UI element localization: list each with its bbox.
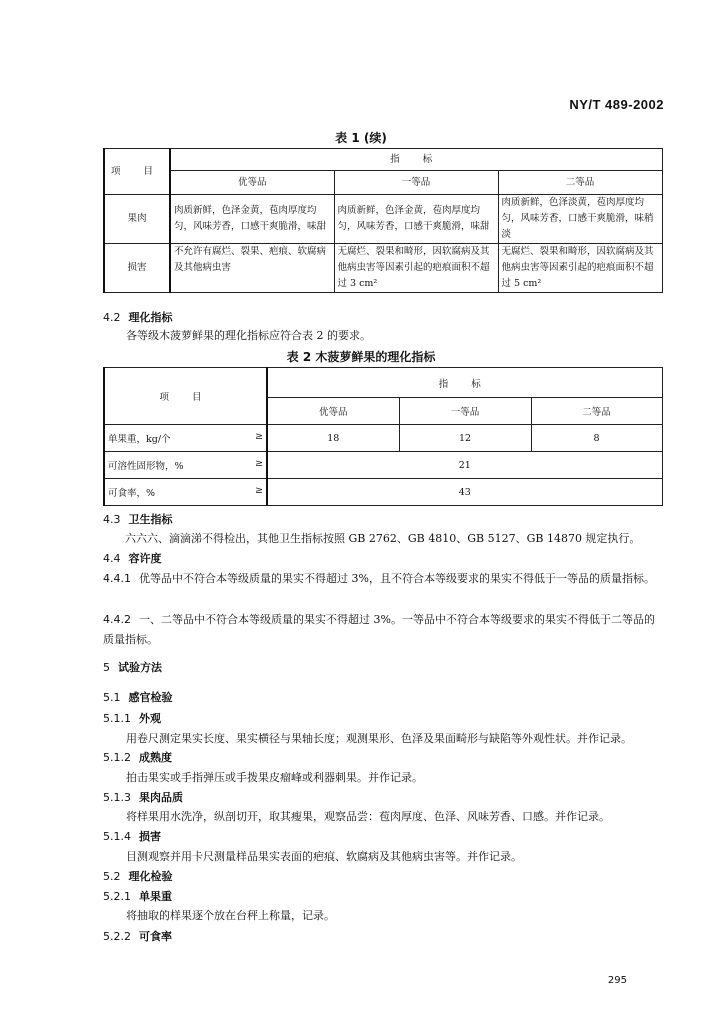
table1-caption: 表 1 (续) xyxy=(335,131,387,145)
table-row xyxy=(104,195,662,244)
table1-grade-header: 一等品 xyxy=(334,171,498,195)
standard-number: NY/T 489-2002 xyxy=(569,97,664,112)
section-heading: 5.2.2 可食率 xyxy=(103,930,172,943)
table2-row-name: 单果重，kg/个 ≥ xyxy=(104,425,267,452)
table2-indicator-header: 指 标 xyxy=(267,368,662,398)
section-heading: 5.1.2 成熟度 xyxy=(103,751,172,764)
table-cell: 肉质新鲜，色泽金黄，苞肉厚度均匀，风味芳香，口感干爽脆滑，味甜 xyxy=(334,195,498,244)
table1-row-name: 果肉 xyxy=(104,195,170,244)
table1-grade-header: 优等品 xyxy=(170,171,334,195)
table2-grade-header: 优等品 xyxy=(267,398,399,425)
paragraph: 各等级木菠萝鲜果的理化指标应符合表 2 的要求。 xyxy=(126,329,371,342)
table2-row-name: 可溶性固形物，% ≥ xyxy=(104,452,267,479)
table1-grade-header: 二等品 xyxy=(498,171,662,195)
table-row xyxy=(104,479,662,506)
paragraph: 将样果用水洗净，纵剖切开，取其瘦果，观察品尝：苞肉厚度、色泽、风味芳香、口感。并作记录。 xyxy=(126,810,610,823)
paragraph: 用卷尺测定果实长度、果实横径与果轴长度；观测果形、色泽及果面畸形与缺陷等外观性状。并作记录。 xyxy=(126,732,632,745)
table1 xyxy=(103,148,663,293)
section-heading: 5.1 感官检验 xyxy=(103,691,173,704)
table-cell: 18 xyxy=(267,425,399,452)
table-row xyxy=(104,425,662,452)
table-cell: 肉质新鲜，色泽淡黄，苞肉厚度均匀，风味芳香，口感干爽脆滑，味稍淡 xyxy=(498,195,662,244)
table-cell: 8 xyxy=(531,425,662,452)
section-heading: 4.3 卫生指标 xyxy=(103,513,173,526)
table-row xyxy=(104,244,662,293)
section-heading: 5.2.1 单果重 xyxy=(103,890,172,903)
table2-grade-header: 一等品 xyxy=(399,398,531,425)
table-cell: 43 xyxy=(267,479,662,506)
paragraph: 拍击果实或手指弹压或手拨果皮瘤峰或利器刺果。并作记录。 xyxy=(126,771,423,784)
table-cell: 不允许有腐烂、裂果、疤痕、软腐病及其他病虫害 xyxy=(170,244,334,293)
paragraph: 4.4.1 优等品中不符合本等级质量的果实不得超过 3%，且不符合本等级要求的果实不得低于一等品的质量指标。 xyxy=(103,572,655,585)
table-row xyxy=(104,452,662,479)
table1-indicator-header: 指 标 xyxy=(170,149,662,171)
table2 xyxy=(103,367,663,506)
paragraph: 六六六、滴滴涕不得检出，其他卫生指标按照 GB 2762、GB 4810、GB 5127、GB 14870 规定执行。 xyxy=(125,532,641,545)
section-heading: 5.2 理化检验 xyxy=(103,870,173,883)
table-cell: 无腐烂、裂果和畸形，因软腐病及其他病虫害等因素引起的疤痕面积不超过 3 cm² xyxy=(334,244,498,293)
table2-caption: 表 2 木菠萝鲜果的理化指标 xyxy=(286,350,436,364)
paragraph: 目测观察并用卡尺测量样品果实表面的疤痕、软腐病及其他病虫害等。并作记录。 xyxy=(126,850,522,863)
section-heading: 4.2 理化指标 xyxy=(103,311,173,324)
section-heading: 4.4 容许度 xyxy=(103,552,162,565)
page-number: 295 xyxy=(607,975,627,986)
section-heading: 5.1.1 外观 xyxy=(103,712,161,725)
table-cell: 肉质新鲜，色泽金黄，苞肉厚度均匀，风味芳香，口感干爽脆滑，味甜 xyxy=(170,195,334,244)
paragraph: 将抽取的样果逐个放在台秤上称量，记录。 xyxy=(126,909,335,922)
paragraph: 4.4.2 一、二等品中不符合本等级质量的果实不得超过 3%。一等品中不符合本等级要求的果实不得低于二等品的质量指标。 xyxy=(103,613,655,646)
section-heading: 5.1.4 损害 xyxy=(103,830,161,843)
section-heading: 5 试验方法 xyxy=(103,661,162,674)
section-heading: 5.1.3 果肉品质 xyxy=(103,791,183,804)
table1-item-header: 项 目 xyxy=(104,149,170,195)
table2-item-header: 项 目 xyxy=(104,368,267,425)
table1-row-name: 损害 xyxy=(104,244,170,293)
table-cell: 12 xyxy=(399,425,531,452)
table-cell: 21 xyxy=(267,452,662,479)
table2-grade-header: 二等品 xyxy=(531,398,662,425)
table2-row-name: 可食率，% ≥ xyxy=(104,479,267,506)
table-cell: 无腐烂、裂果和畸形，因软腐病及其他病虫害等因素引起的疤痕面积不超过 5 cm² xyxy=(498,244,662,293)
